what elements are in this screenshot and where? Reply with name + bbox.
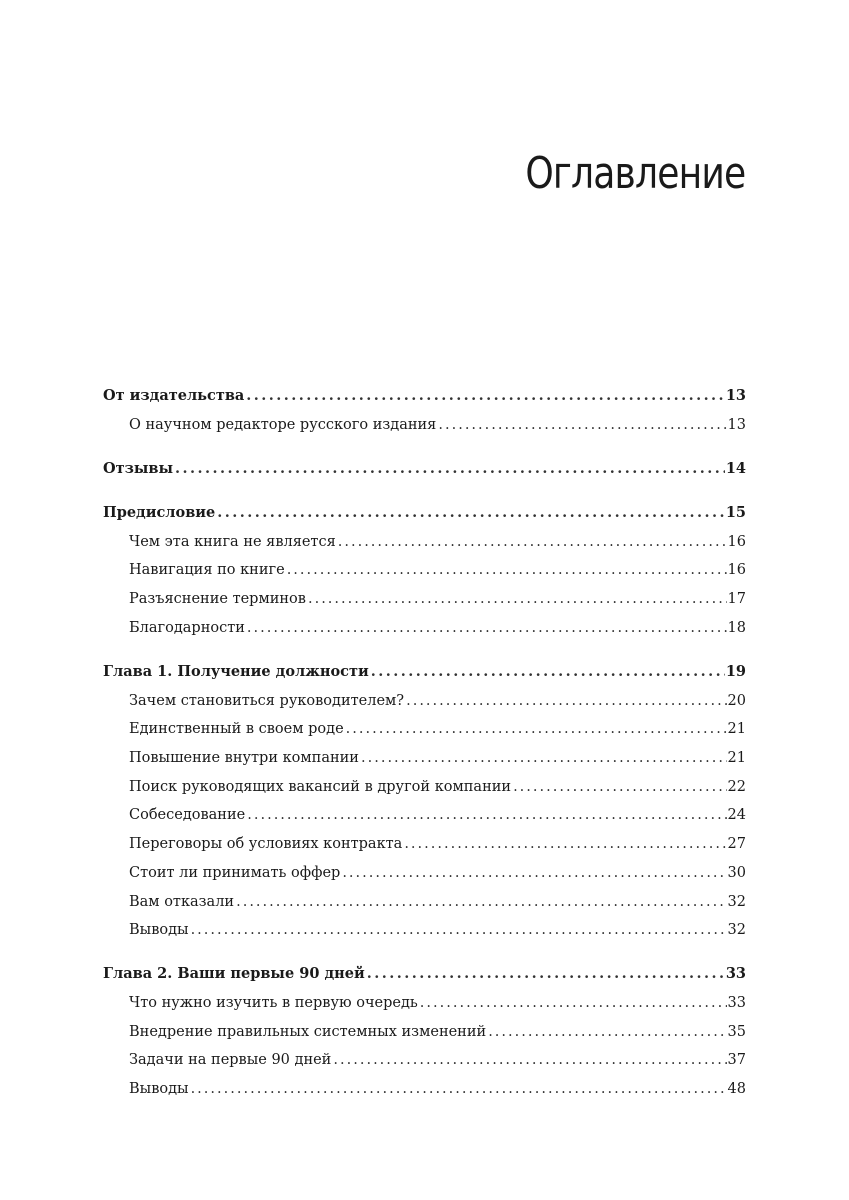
toc-page-number: 20 [727, 692, 746, 709]
toc-entry-label: Внедрение правильных системных изменений [129, 1023, 487, 1040]
toc-subsection-entry [103, 585, 746, 614]
toc-page-number: 14 [725, 459, 746, 477]
toc-entry-label: Выводы [129, 922, 189, 939]
toc-subsection-entry [103, 715, 746, 744]
toc-subsection-entry [103, 801, 746, 830]
toc-section-entry [103, 658, 746, 687]
toc-subsection-entry [103, 1018, 746, 1047]
toc-entry-label: Задачи на первые 90 дней [129, 1052, 332, 1069]
toc-entry-label: От издательства [103, 387, 245, 404]
toc-page-number: 13 [727, 416, 746, 433]
toc-page-number: 16 [727, 562, 746, 579]
toc-page-number: 13 [725, 387, 746, 404]
toc-dot-leader [236, 888, 726, 917]
toc-page-number: 27 [727, 836, 746, 853]
toc-dot-leader [406, 687, 726, 716]
toc-page-number: 24 [727, 807, 746, 824]
toc-dot-leader [342, 859, 726, 888]
toc-dot-leader [217, 499, 725, 528]
toc-page-number: 19 [725, 663, 746, 680]
toc-page-number: 32 [727, 893, 746, 910]
toc-section-entry [103, 455, 746, 484]
toc-dot-leader [308, 585, 727, 614]
toc-entry-label: Вам отказали [129, 893, 235, 910]
toc-dot-leader [488, 1018, 726, 1047]
toc-section-entry [103, 382, 746, 411]
toc-subsection-entry [103, 411, 746, 440]
toc-entry-label: Поиск руководящих вакансий в другой компании [129, 778, 512, 795]
toc-subsection-entry [103, 1046, 746, 1075]
toc-entry-label: Что нужно изучить в первую очередь [129, 995, 418, 1012]
toc-entry-label: Навигация по книге [129, 562, 285, 579]
toc-subsection-entry [103, 830, 746, 859]
toc-section-entry [103, 960, 746, 989]
toc-dot-leader [513, 773, 726, 802]
toc-page-number: 37 [727, 1052, 746, 1069]
toc-entry-label: Зачем становиться руководителем? [129, 692, 405, 709]
toc-entry-label: Отзывы [103, 459, 174, 477]
toc-entry-label: Переговоры об условиях контракта [129, 836, 403, 853]
toc-page-number: 32 [727, 922, 746, 939]
toc-page-number: 48 [727, 1081, 746, 1098]
toc-page-number: 21 [727, 721, 746, 738]
toc-entry-label: Выводы [129, 1081, 189, 1098]
toc-dot-leader [338, 528, 727, 557]
table-of-contents [103, 382, 746, 1104]
toc-entry-label: Глава 2. Ваши первые 90 дней [103, 965, 365, 983]
toc-page-number: 15 [725, 504, 746, 522]
toc-entry-label: Предисловие [103, 504, 216, 522]
toc-entry-label: Глава 1. Получение должности [103, 663, 369, 680]
toc-subsection-entry [103, 556, 746, 585]
toc-subsection-entry [103, 916, 746, 945]
toc-page-number: 18 [727, 619, 746, 636]
toc-dot-leader [333, 1046, 726, 1075]
toc-subsection-entry [103, 614, 746, 643]
toc-subsection-entry [103, 989, 746, 1018]
toc-dot-leader [287, 556, 727, 585]
toc-page-number: 35 [727, 1023, 746, 1040]
page-title: Оглавление [524, 148, 745, 199]
toc-entry-label: О научном редакторе русского издания [129, 416, 437, 433]
toc-dot-leader [191, 1075, 727, 1104]
toc-dot-leader [420, 989, 727, 1018]
toc-dot-leader [247, 801, 726, 830]
toc-dot-leader [404, 830, 726, 859]
toc-subsection-entry [103, 1075, 746, 1104]
toc-subsection-entry [103, 888, 746, 917]
toc-entry-label: Собеседование [129, 807, 246, 824]
toc-dot-leader [175, 455, 725, 484]
toc-page-number: 17 [727, 591, 746, 608]
toc-dot-leader [367, 960, 725, 989]
toc-subsection-entry [103, 859, 746, 888]
toc-subsection-entry [103, 744, 746, 773]
toc-entry-label: Повышение внутри компании [129, 750, 359, 767]
toc-subsection-entry [103, 687, 746, 716]
toc-dot-leader [438, 411, 726, 440]
toc-entry-label: Благодарности [129, 619, 245, 636]
toc-entry-label: Стоит ли принимать оффер [129, 864, 341, 881]
toc-page-number: 33 [725, 965, 746, 983]
toc-dot-leader [247, 614, 727, 643]
toc-subsection-entry [103, 528, 746, 557]
toc-page-number: 21 [727, 750, 746, 767]
toc-dot-leader [346, 715, 727, 744]
toc-entry-label: Разъяснение терминов [129, 591, 306, 608]
toc-page-number: 22 [727, 778, 746, 795]
toc-page-number: 33 [727, 995, 746, 1012]
toc-subsection-entry [103, 773, 746, 802]
toc-dot-leader [191, 916, 727, 945]
toc-entry-label: Единственный в своем роде [129, 721, 344, 738]
toc-entry-label: Чем эта книга не является [129, 533, 336, 550]
toc-dot-leader [361, 744, 727, 773]
toc-page-number: 16 [727, 533, 746, 550]
toc-dot-leader [246, 382, 725, 411]
toc-page-number: 30 [727, 864, 746, 881]
toc-section-entry [103, 499, 746, 528]
toc-dot-leader [371, 658, 725, 687]
